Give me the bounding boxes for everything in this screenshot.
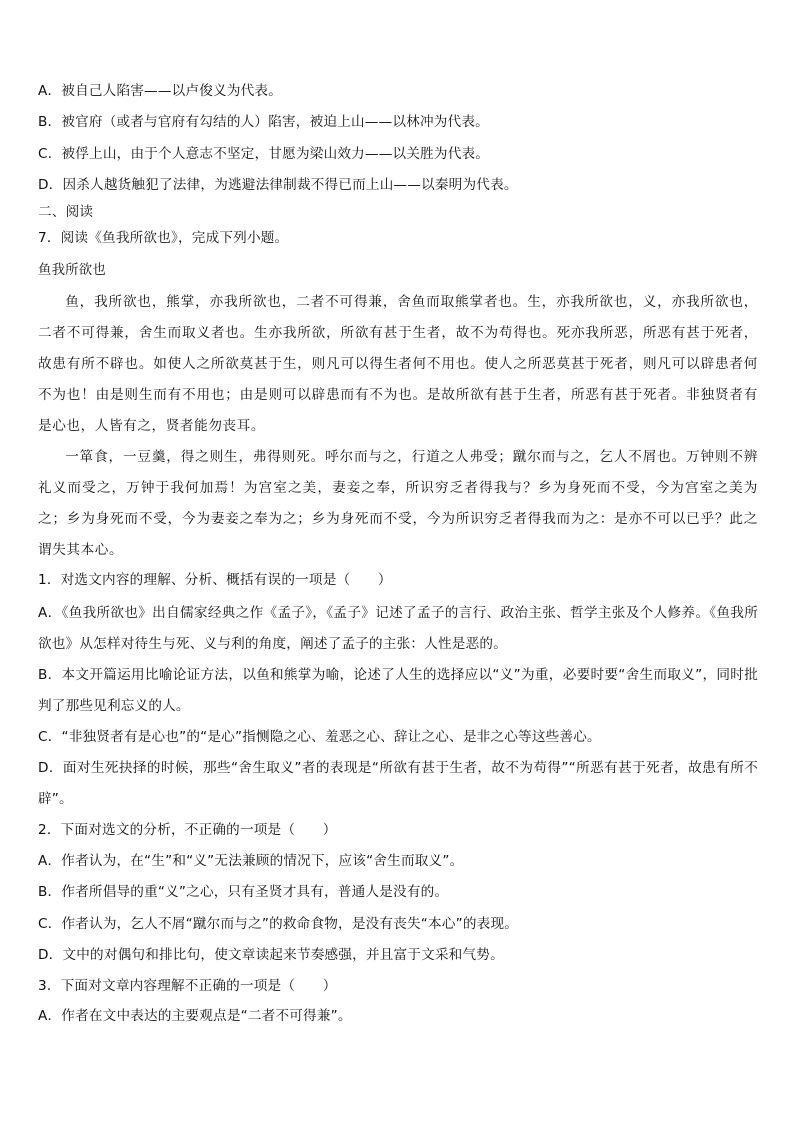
question-2-stem: 2．下面对选文的分析，不正确的一项是（ ） — [38, 822, 337, 838]
question-1-option-a: A．《鱼我所欲也》出自儒家经典之作《孟子》，《孟子》记述了孟子的言行、政治主张、哲学主张及个人修养。《鱼我所欲也》从怎样对待生与死、义与利的角度，阐述了孟子的主张：人性是恶的。 — [38, 605, 758, 652]
option-c-line: C．被俘上山，由于个人意志不坚定，甘愿为梁山效力——以关胜为代表。 — [38, 146, 490, 162]
question-1-option-c: C．“非独贤者有是心也”的“是心”指恻隐之心、羞恶之心、辞让之心、是非之心等这些善心。 — [38, 729, 601, 745]
question-2-option-b: B．作者所倡导的重“义”之心，只有圣贤才具有，普通人是没有的。 — [38, 884, 449, 900]
question-1-option-b: B．本文开篇运用比喻论证方法，以鱼和熊掌为喻，论述了人生的选择应以“义”为重，必要时要“舍生而取义”，同时批判了那些见利忘义的人。 — [38, 667, 758, 714]
question-3-option-a: A．作者在文中表达的主要观点是“二者不可得兼”。 — [38, 1008, 352, 1024]
question-1-option-d: D．面对生死抉择的时候，那些“舍生取义”者的表现是“所欲有甚于生者，故不为苟得”“所恶有甚于死者，故患有所不辟”。 — [38, 760, 758, 807]
question-1-stem: 1．对选文内容的理解、分析、概括有误的一项是（ ） — [38, 572, 392, 588]
question-7-prompt: 7．阅读《鱼我所欲也》，完成下列小题。 — [38, 230, 289, 246]
passage-title: 鱼我所欲也 — [38, 263, 106, 278]
section-heading: 二、阅读 — [38, 204, 94, 220]
option-a-line: A．被自己人陷害——以卢俊义为代表。 — [38, 83, 282, 99]
passage-paragraph-2: 一箪食，一豆羹，得之则生，弗得则死。呼尔而与之，行道之人弗受；蹴尔而与之，乞人不屑也。万钟则不辨礼义而受之，万钟于我何加焉！为宫室之美，妻妾之奉，所识穷乏者得我与？乡为身死而不受，今为宫室之美为之；乡为身死而不受，今为妻妾之奉为之；乡为身死而不受，今为所识穷乏者得我而为之：是亦不可以已乎？此之谓失其本心。 — [38, 449, 758, 558]
question-2-option-d: D．文中的对偶句和排比句，使文章读起来节奏感强，并且富于文采和气势。 — [38, 947, 504, 963]
option-d-line: D．因杀人越货触犯了法律，为逃避法律制裁不得已而上山——以秦明为代表。 — [38, 177, 518, 193]
question-2-option-c: C．作者认为，乞人不屑“蹴尔而与之”的救命食物，是没有丧失“本心”的表现。 — [38, 916, 519, 932]
option-b-line: B．被官府（或者与官府有勾结的人）陷害，被迫上山——以林冲为代表。 — [38, 114, 489, 130]
passage-paragraph-1: 鱼，我所欲也，熊掌，亦我所欲也，二者不可得兼，舍鱼而取熊掌者也。生，亦我所欲也，义，亦我所欲也，二者不可得兼，舍生而取义者也。生亦我所欲，所欲有甚于生者，故不为苟得也。死亦我所恶，所恶有甚于死者，故患有所不辟也。如使人之所欲莫甚于生，则凡可以得生者何不用也。使人之所恶莫甚于死者，则凡可以辟患者何不为也！由是则生而有不用也；由是则可以辟患而有不为也。是故所欲有甚于生者，所恶有甚于死者。非独贤者有是心也，人皆有之，贤者能勿丧耳。 — [38, 294, 758, 434]
question-3-stem: 3．下面对文章内容理解不正确的一项是（ ） — [38, 978, 337, 994]
question-2-option-a: A．作者认为，在“生”和“义”无法兼顾的情况下，应该“舍生而取义”。 — [38, 853, 464, 869]
